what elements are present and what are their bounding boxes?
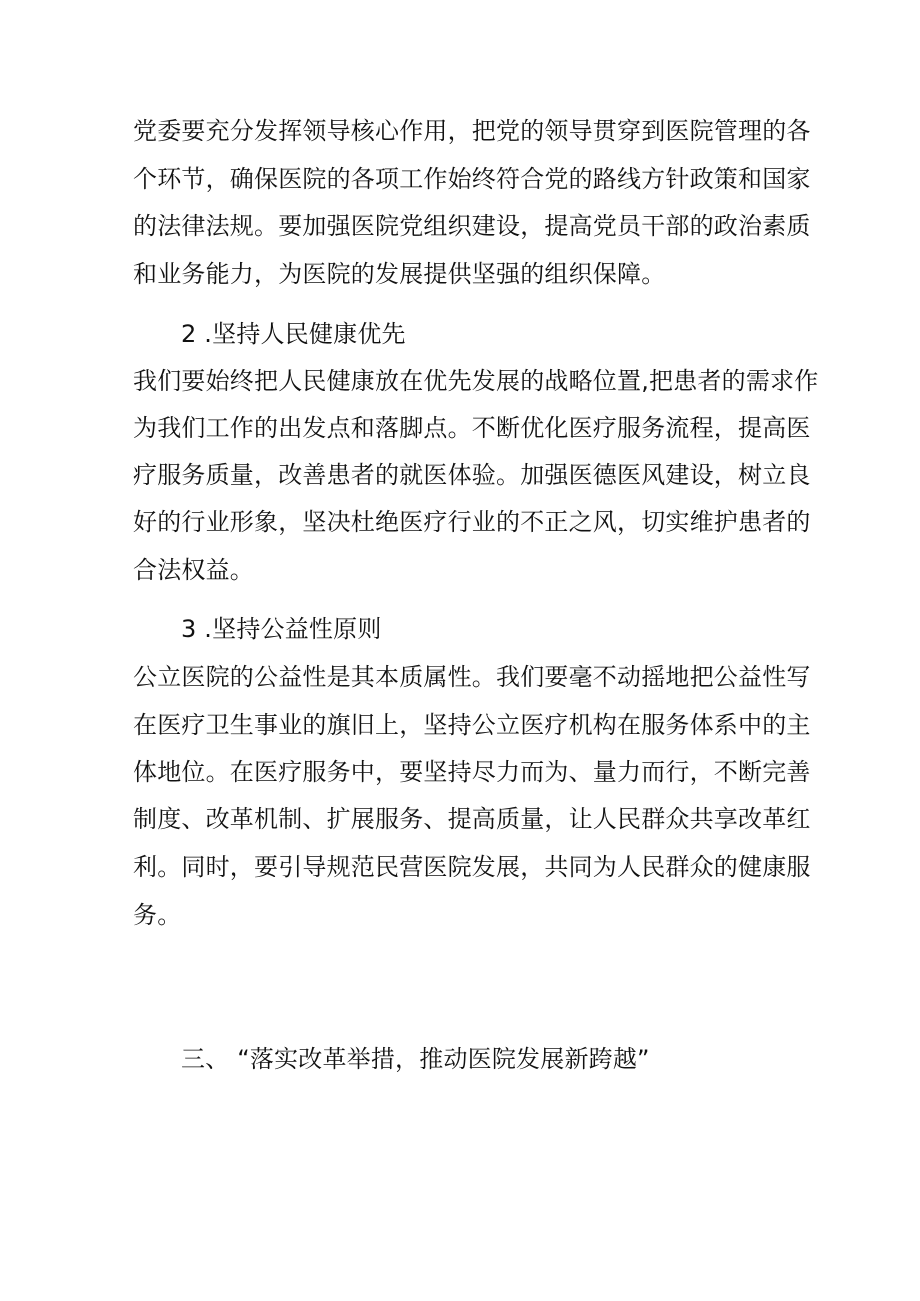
- paragraph-2-line-3: 疗服务质量，改善患者的就医体验。加强医德医风建设，树立良: [133, 461, 811, 489]
- paragraph-2-line-5: 合法权益。: [133, 556, 254, 584]
- section-title: 三、 “落实改革举措，推动医院发展新跨越”: [181, 1045, 650, 1073]
- paragraph-1-line-3: 的法律法规。要加强医院党组织建设，提高党员干部的政治素质: [133, 212, 811, 240]
- paragraph-3-line-6: 务。: [133, 901, 182, 929]
- paragraph-2-line-1: 我们要始终把人民健康放在优先发展的战略位置,把患者的需求作: [133, 367, 819, 395]
- paragraph-3-line-1: 公立医院的公益性是其本质属性。我们要毫不动摇地把公益性写: [133, 663, 811, 691]
- heading-2: 2 .坚持人民健康优先: [181, 320, 406, 348]
- paragraph-3-line-2: 在医疗卫生事业的旗旧上，坚持公立医疗机构在服务体系中的主: [133, 711, 811, 739]
- paragraph-2-line-2: 为我们工作的出发点和落脚点。不断优化医疗服务流程，提高医: [133, 414, 811, 442]
- paragraph-2-line-4: 好的行业形象，坚决杜绝医疗行业的不正之风，切实维护患者的: [133, 508, 811, 536]
- heading-3: 3 .坚持公益性原则: [181, 615, 382, 643]
- paragraph-3-line-5: 利。同时，要引导规范民营医院发展，共同为人民群众的健康服: [133, 853, 811, 881]
- paragraph-3-line-4: 制度、改革机制、扩展服务、提高质量，让人民群众共享改革红: [133, 805, 811, 833]
- paragraph-3-line-3: 体地位。在医疗服务中，要坚持尽力而为、量力而行，不断完善: [133, 758, 811, 786]
- paragraph-1-line-1: 党委要充分发挥领导核心作用，把党的领导贯穿到医院管理的各: [133, 117, 811, 145]
- paragraph-1-line-2: 个环节，确保医院的各项工作始终符合党的路线方针政策和国家: [133, 165, 811, 193]
- paragraph-1-line-4: 和业务能力，为医院的发展提供坚强的组织保障。: [133, 260, 666, 288]
